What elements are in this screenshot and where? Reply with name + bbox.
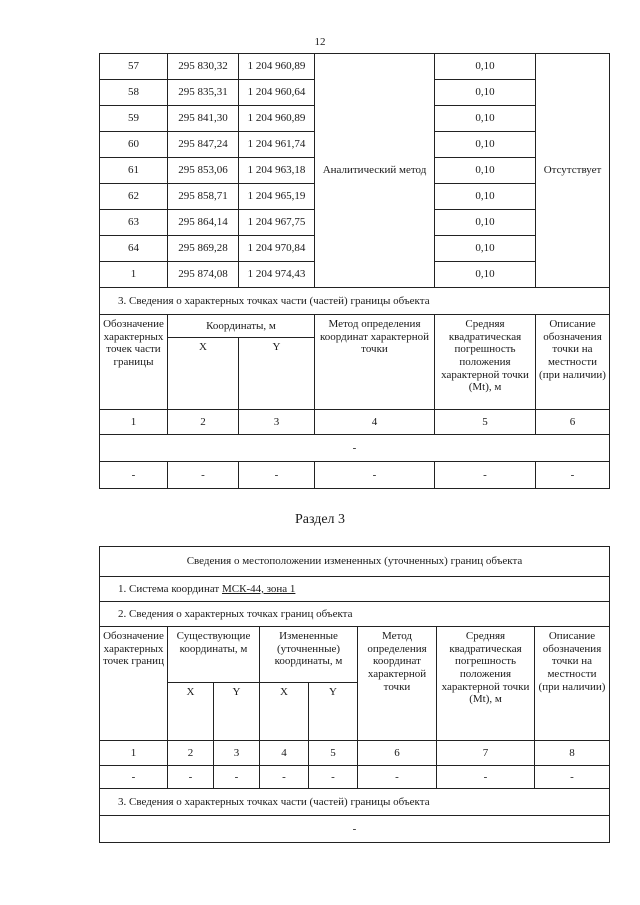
col-number: 3: [239, 410, 315, 435]
point-number: 60: [100, 132, 168, 158]
col-number: 5: [309, 741, 358, 766]
header-y: Y: [239, 338, 315, 410]
method-cell: Аналитический метод: [315, 54, 435, 288]
coord-y: 1 204 961,74: [239, 132, 315, 158]
header-y: Y: [309, 683, 358, 741]
coord-y: 1 204 960,89: [239, 106, 315, 132]
table-changed-boundaries: [99, 546, 610, 843]
coord-y: 1 204 960,89: [239, 54, 315, 80]
mt-value: 0,10: [435, 184, 536, 210]
header-x: X: [168, 338, 239, 410]
coord-x: 295 841,30: [168, 106, 239, 132]
coord-system-value: МСК-44, зона 1: [221, 582, 296, 595]
mt-value: 0,10: [435, 210, 536, 236]
coord-x: 295 835,31: [168, 80, 239, 106]
col-number: 4: [315, 410, 435, 435]
dash-cell: -: [168, 766, 214, 789]
dash-cell: -: [100, 462, 168, 489]
col-number: 3: [214, 741, 260, 766]
point-number: 63: [100, 210, 168, 236]
dash-cell: -: [309, 766, 358, 789]
boundary-points-title: 2. Сведения о характерных точках границ объекта: [100, 602, 610, 627]
dash-cell: -: [535, 766, 610, 789]
dash-cell: -: [168, 462, 239, 489]
dash-cell: -: [435, 462, 536, 489]
coord-x: 295 830,32: [168, 54, 239, 80]
dash-cell: -: [358, 766, 437, 789]
header-mt: Средняя квадратическая погрешность положения характерной точки (Mt), м: [437, 627, 535, 741]
table-row: [100, 54, 610, 80]
point-number: 59: [100, 106, 168, 132]
dash-cell: -: [239, 462, 315, 489]
col-number: 8: [535, 741, 610, 766]
coord-y: 1 204 965,19: [239, 184, 315, 210]
col-number: 1: [100, 741, 168, 766]
coord-y: 1 204 970,84: [239, 236, 315, 262]
coord-y: 1 204 963,18: [239, 158, 315, 184]
dash-cell: -: [260, 766, 309, 789]
col-number: 1: [100, 410, 168, 435]
coord-x: 295 847,24: [168, 132, 239, 158]
col-number: 2: [168, 410, 239, 435]
header-desc: Описание обозначения точки на местности (при наличии): [536, 315, 610, 410]
header-mt: Средняя квадратическая погрешность положения характерной точки (Mt), м: [435, 315, 536, 410]
column-numbers-row: [100, 410, 610, 435]
dash-row: [100, 766, 610, 789]
header-existing: Существующие координаты, м: [168, 627, 260, 683]
header-y: Y: [214, 683, 260, 741]
col-number: 7: [437, 741, 535, 766]
dash-cell: -: [437, 766, 535, 789]
point-number: 64: [100, 236, 168, 262]
point-number: 61: [100, 158, 168, 184]
point-number: 1: [100, 262, 168, 288]
header-coords: Координаты, м: [168, 315, 315, 338]
coord-y: 1 204 974,43: [239, 262, 315, 288]
header-desc: Описание обозначения точки на местности (при наличии): [535, 627, 610, 741]
coord-x: 295 853,06: [168, 158, 239, 184]
mt-value: 0,10: [435, 262, 536, 288]
col-number: 2: [168, 741, 214, 766]
description-cell: Отсутствует: [536, 54, 610, 288]
section-heading: Раздел 3: [294, 512, 346, 527]
coord-y: 1 204 960,64: [239, 80, 315, 106]
coord-x: 295 864,14: [168, 210, 239, 236]
mt-value: 0,10: [435, 158, 536, 184]
dash-cell: -: [100, 766, 168, 789]
header-point: Обозначение характерных точек части границы: [100, 315, 168, 410]
header-x: X: [260, 683, 309, 741]
header-x: X: [168, 683, 214, 741]
mt-value: 0,10: [435, 236, 536, 262]
coord-x: 295 869,28: [168, 236, 239, 262]
dash-row: [100, 462, 610, 489]
dash-cell: -: [214, 766, 260, 789]
header-method: Метод определения координат характерной точки: [358, 627, 437, 741]
header-point: Обозначение характерных точек границ: [100, 627, 168, 741]
section3-title: 3. Сведения о характерных точках части (частей) границы объекта: [100, 789, 610, 816]
point-number: 58: [100, 80, 168, 106]
dash-cell: -: [100, 435, 610, 462]
point-number: 62: [100, 184, 168, 210]
coord-x: 295 858,71: [168, 184, 239, 210]
coord-x: 295 874,08: [168, 262, 239, 288]
col-number: 6: [358, 741, 437, 766]
mt-value: 0,10: [435, 132, 536, 158]
point-number: 57: [100, 54, 168, 80]
table-title: Сведения о местоположении измененных (уточненных) границ объекта: [100, 547, 610, 577]
col-number: 6: [536, 410, 610, 435]
header-method: Метод определения координат характерной точки: [315, 315, 435, 410]
coord-y: 1 204 967,75: [239, 210, 315, 236]
coord-system-label: 1. Система координат: [118, 582, 220, 595]
dash-cell: -: [315, 462, 435, 489]
section3-row: [100, 288, 610, 315]
col-number: 4: [260, 741, 309, 766]
dash-cell: -: [536, 462, 610, 489]
section3-title: 3. Сведения о характерных точках части (частей) границы объекта: [100, 288, 610, 315]
coord-system-row: [100, 577, 610, 602]
column-numbers-row: [100, 741, 610, 766]
mt-value: 0,10: [435, 54, 536, 80]
col-number: 5: [435, 410, 536, 435]
mt-value: 0,10: [435, 106, 536, 132]
page-number: 12: [314, 36, 326, 48]
table-boundary-points: [99, 53, 610, 489]
header-changed: Измененные (уточненные) координаты, м: [260, 627, 358, 683]
dash-cell: -: [100, 816, 610, 843]
mt-value: 0,10: [435, 80, 536, 106]
